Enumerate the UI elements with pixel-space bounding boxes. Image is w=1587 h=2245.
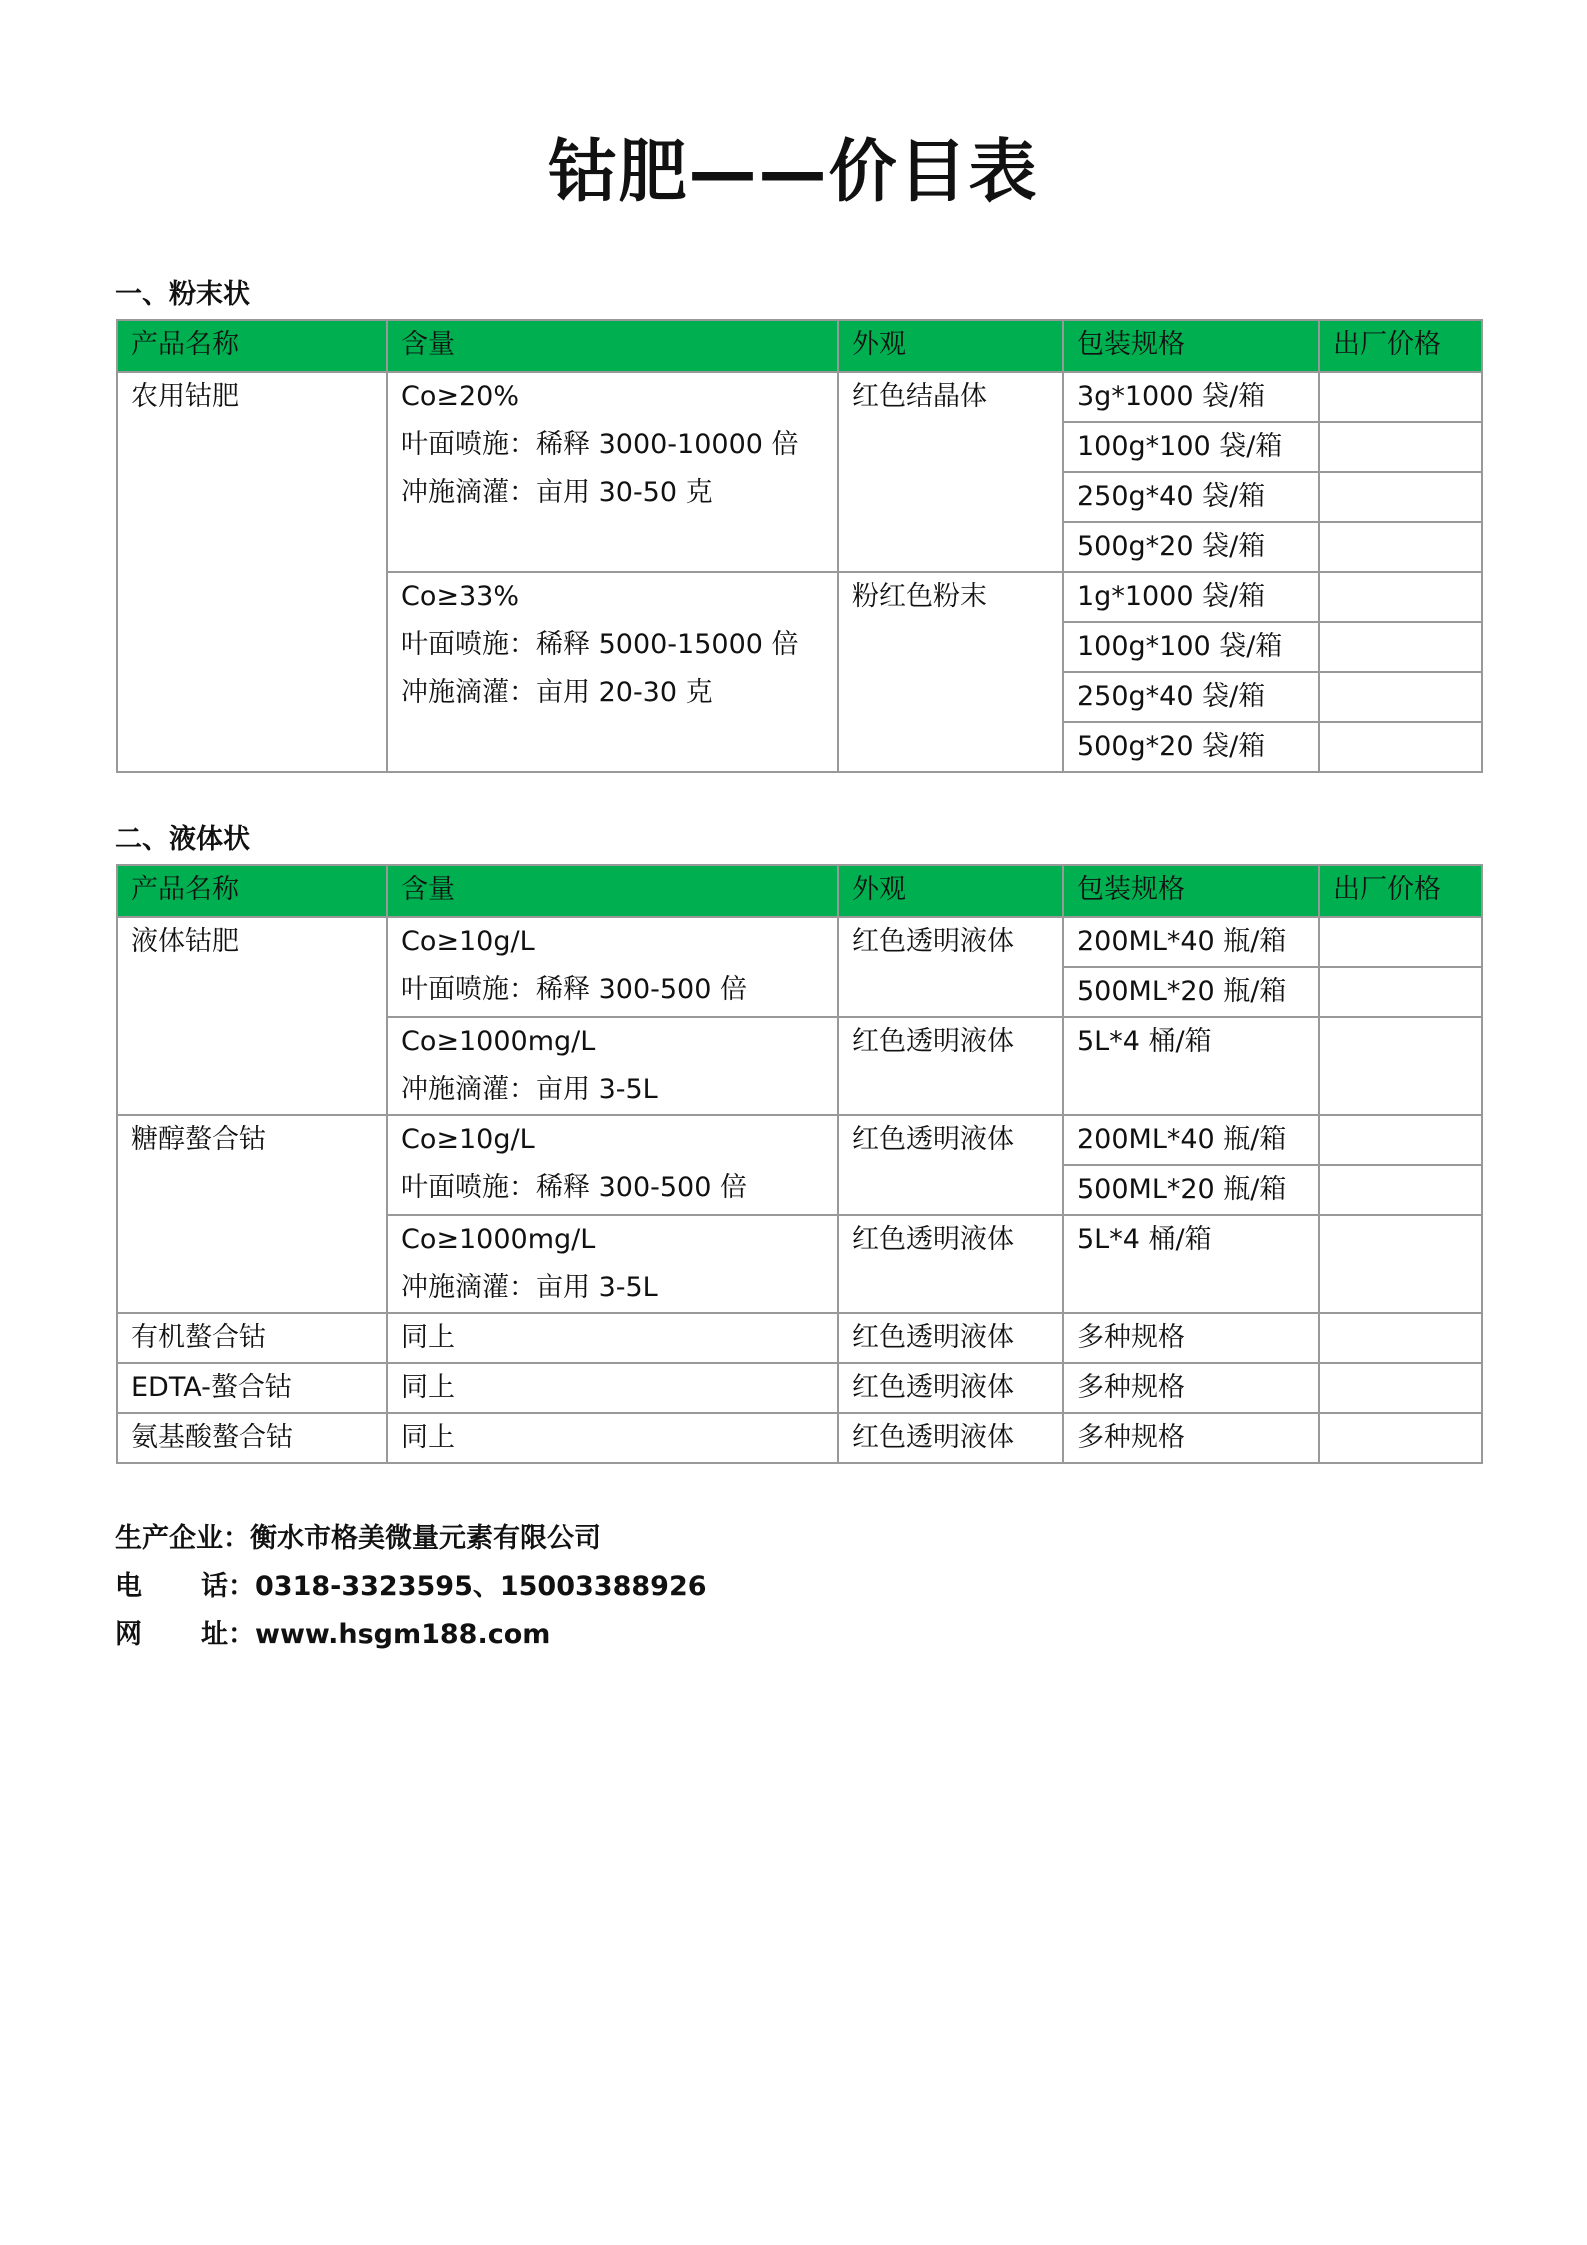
header-price: 出厂价格 [1319,865,1482,917]
header-appearance: 外观 [838,865,1063,917]
packaging-cell: 100g*100 袋/箱 [1063,622,1319,672]
packaging-cell: 500ML*20 瓶/箱 [1063,967,1319,1017]
appearance-cell: 粉红色粉末 [838,572,1063,772]
phone-number: 0318-3323595、15003388926 [255,1571,707,1602]
content-line: Co≥20% [401,381,520,412]
table-row [117,1363,1482,1413]
appearance-cell: 红色结晶体 [838,372,1063,572]
packaging-cell: 200ML*40 瓶/箱 [1063,917,1319,967]
liquid-price-table [116,864,1483,1464]
appearance-cell: 红色透明液体 [838,1115,1063,1215]
content-line: 冲施滴灌：亩用 30-50 克 [401,477,713,508]
product-name-cell: 液体钴肥 [117,917,387,1115]
content-line: 叶面喷施：稀释 300-500 倍 [401,974,747,1005]
header-content: 含量 [387,865,838,917]
price-cell [1319,1115,1482,1165]
content-line: Co≥10g/L [401,926,535,957]
content-line: 冲施滴灌：亩用 20-30 克 [401,677,713,708]
appearance-cell: 红色透明液体 [838,1313,1063,1363]
phone-row [115,1563,707,1611]
content-line: 冲施滴灌：亩用 3-5L [401,1074,658,1105]
section-heading-powder: 一、粉末状 [115,279,250,310]
content-line: 叶面喷施：稀释 5000-15000 倍 [401,629,799,660]
appearance-cell: 红色透明液体 [838,1413,1063,1463]
company-label: 生产企业： [115,1523,250,1554]
content-cell: 同上 [387,1413,838,1463]
product-name-cell: 糖醇螯合钴 [117,1115,387,1313]
website-label-char: 网 [115,1619,142,1650]
product-name-cell: 农用钴肥 [117,372,387,772]
product-name-cell: 有机螯合钴 [117,1313,387,1363]
powder-price-table [116,319,1483,773]
packaging-cell: 5L*4 桶/箱 [1063,1215,1319,1313]
packaging-cell: 多种规格 [1063,1413,1319,1463]
price-cell [1319,1017,1482,1115]
table-header-row [117,865,1482,917]
price-cell [1319,1313,1482,1363]
packaging-cell: 250g*40 袋/箱 [1063,472,1319,522]
content-line: Co≥10g/L [401,1124,535,1155]
table-row [117,1413,1482,1463]
content-cell: 同上 [387,1363,838,1413]
header-price: 出厂价格 [1319,320,1482,372]
price-cell [1319,1413,1482,1463]
content-line: Co≥1000mg/L [401,1026,596,1057]
company-name: 衡水市格美微量元素有限公司 [250,1523,601,1554]
table-row [117,917,1482,967]
content-line: 叶面喷施：稀释 300-500 倍 [401,1172,747,1203]
price-cell [1319,422,1482,472]
section-heading-liquid: 二、液体状 [115,824,250,855]
packaging-cell: 200ML*40 瓶/箱 [1063,1115,1319,1165]
price-cell [1319,1165,1482,1215]
header-appearance: 外观 [838,320,1063,372]
packaging-cell: 500g*20 袋/箱 [1063,522,1319,572]
phone-label [115,1563,255,1611]
packaging-cell: 1g*1000 袋/箱 [1063,572,1319,622]
appearance-cell: 红色透明液体 [838,1215,1063,1313]
price-cell [1319,722,1482,772]
content-line: Co≥1000mg/L [401,1224,596,1255]
packaging-cell: 500g*20 袋/箱 [1063,722,1319,772]
price-cell [1319,622,1482,672]
packaging-cell: 多种规格 [1063,1313,1319,1363]
header-product-name: 产品名称 [117,320,387,372]
packaging-cell: 3g*1000 袋/箱 [1063,372,1319,422]
table-row [117,1313,1482,1363]
price-cell [1319,1363,1482,1413]
product-name-cell: EDTA-螯合钴 [117,1363,387,1413]
price-cell [1319,472,1482,522]
price-cell [1319,372,1482,422]
packaging-cell: 多种规格 [1063,1363,1319,1413]
page-title: 钴肥——价目表 [548,133,1039,212]
packaging-cell: 250g*40 袋/箱 [1063,672,1319,722]
price-cell [1319,522,1482,572]
packaging-cell: 5L*4 桶/箱 [1063,1017,1319,1115]
content-cell [387,917,838,1017]
appearance-cell: 红色透明液体 [838,917,1063,1017]
content-cell [387,1215,838,1313]
content-cell [387,1115,838,1215]
website-label [115,1611,255,1659]
content-cell [387,1017,838,1115]
phone-label-char: 话： [201,1571,255,1602]
price-cell [1319,1215,1482,1313]
website-label-char: 址： [201,1619,255,1650]
website-url: www.hsgm188.com [255,1619,551,1650]
header-packaging: 包装规格 [1063,865,1319,917]
packaging-cell: 500ML*20 瓶/箱 [1063,1165,1319,1215]
product-name-cell: 氨基酸螯合钴 [117,1413,387,1463]
price-cell [1319,967,1482,1017]
price-cell [1319,572,1482,622]
appearance-cell: 红色透明液体 [838,1017,1063,1115]
price-cell [1319,672,1482,722]
content-line: 冲施滴灌：亩用 3-5L [401,1272,658,1303]
website-row [115,1611,707,1659]
header-content: 含量 [387,320,838,372]
phone-label-char: 电 [115,1571,142,1602]
header-product-name: 产品名称 [117,865,387,917]
appearance-cell: 红色透明液体 [838,1363,1063,1413]
header-packaging: 包装规格 [1063,320,1319,372]
table-row [117,1115,1482,1165]
price-cell [1319,917,1482,967]
company-info [115,1515,707,1659]
content-line: Co≥33% [401,581,520,612]
table-header-row [117,320,1482,372]
content-cell [387,372,838,572]
packaging-cell: 100g*100 袋/箱 [1063,422,1319,472]
content-cell: 同上 [387,1313,838,1363]
content-line: 叶面喷施：稀释 3000-10000 倍 [401,429,799,460]
company-row [115,1515,707,1563]
content-cell [387,572,838,772]
table-row [117,372,1482,422]
